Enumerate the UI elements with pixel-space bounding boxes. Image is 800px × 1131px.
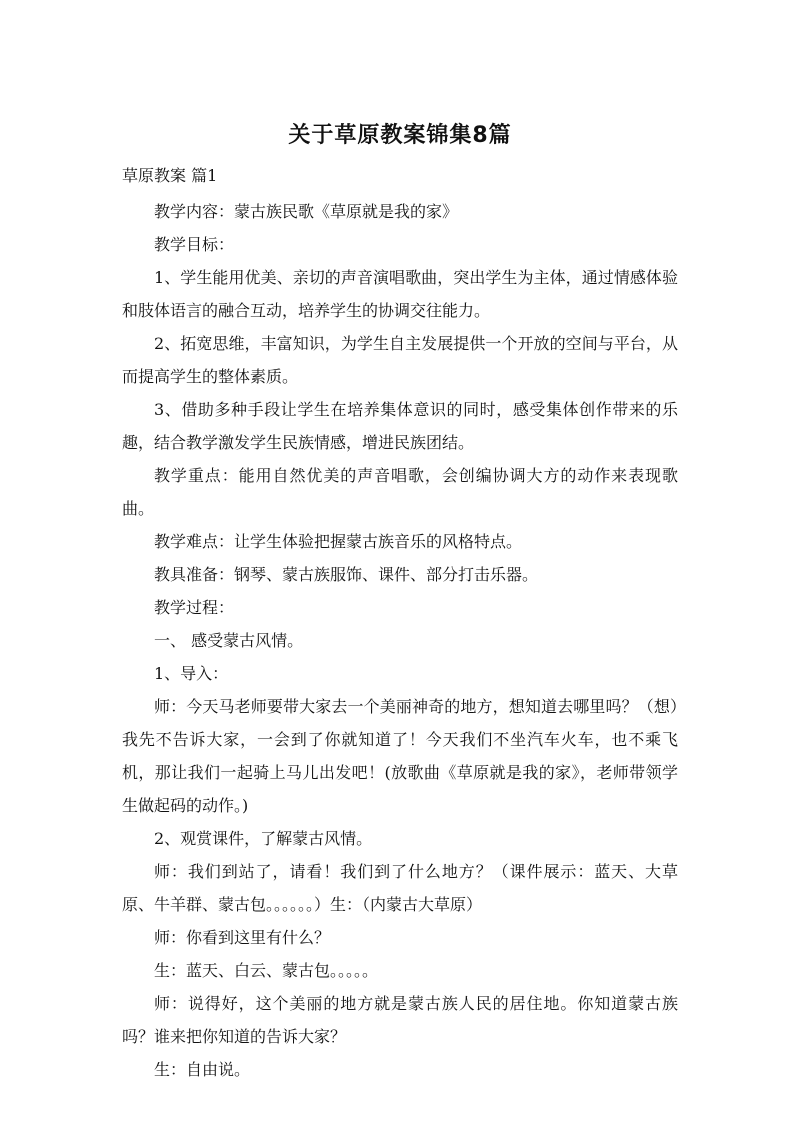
paragraph: 1、学生能用优美、亲切的声音演唱歌曲，突出学生为主体，通过情感体验和肢体语言的融合互动，培养学生的协调交往能力。 bbox=[122, 268, 678, 320]
paragraph: 1、导入： bbox=[154, 664, 229, 683]
paragraph: 师：你看到这里有什么？ bbox=[154, 928, 331, 947]
paragraph: 教学过程： bbox=[154, 598, 235, 617]
paragraph: 师：说得好，这个美丽的地方就是蒙古族人民的居住地。你知道蒙古族吗？谁来把你知道的告诉大家？ bbox=[122, 994, 678, 1046]
paragraph: 2、观赏课件，了解蒙古风情。 bbox=[154, 829, 373, 848]
paragraph: 教学目标： bbox=[154, 235, 235, 254]
section-heading: 草原教案 篇1 bbox=[122, 166, 218, 185]
paragraph: 师：今天马老师要带大家去一个美丽神奇的地方，想知道去哪里吗？（想）我先不告诉大家，一会到了你就知道了！今天我们不坐汽车火车，也不乘飞机，那让我们一起骑上马儿出发吧！(放歌曲《草原就是我的家》，老师带领学生做起码的动作。) bbox=[122, 697, 678, 815]
paragraph: 3、借助多种手段让学生在培养集体意识的同时，感受集体创作带来的乐趣，结合教学激发学生民族情感，增进民族团结。 bbox=[122, 400, 678, 452]
document-body bbox=[122, 195, 678, 1086]
paragraph: 生：蓝天、白云、蒙古包。。。。。 bbox=[154, 961, 379, 980]
paragraph: 一、 感受蒙古风情。 bbox=[154, 631, 304, 650]
paragraph: 教学难点：让学生体验把握蒙古族音乐的风格特点。 bbox=[154, 532, 523, 551]
paragraph: 教学内容：蒙古族民歌《草原就是我的家》 bbox=[154, 202, 459, 221]
paragraph: 生：自由说。 bbox=[154, 1060, 251, 1079]
paragraph: 师：我们到站了，请看！我们到了什么地方？（课件展示：蓝天、大草原、牛羊群、蒙古包。。。。。。）生：（内蒙古大草原） bbox=[122, 862, 678, 914]
paragraph: 教具准备：钢琴、蒙古族服饰、课件、部分打击乐器。 bbox=[154, 565, 539, 584]
paragraph: 教学重点：能用自然优美的声音唱歌，会创编协调大方的动作来表现歌曲。 bbox=[122, 466, 678, 518]
paragraph: 2、拓宽思维，丰富知识，为学生自主发展提供一个开放的空间与平台，从而提高学生的整体素质。 bbox=[122, 334, 678, 386]
document-title: 关于草原教案锦集8篇 bbox=[288, 123, 512, 148]
